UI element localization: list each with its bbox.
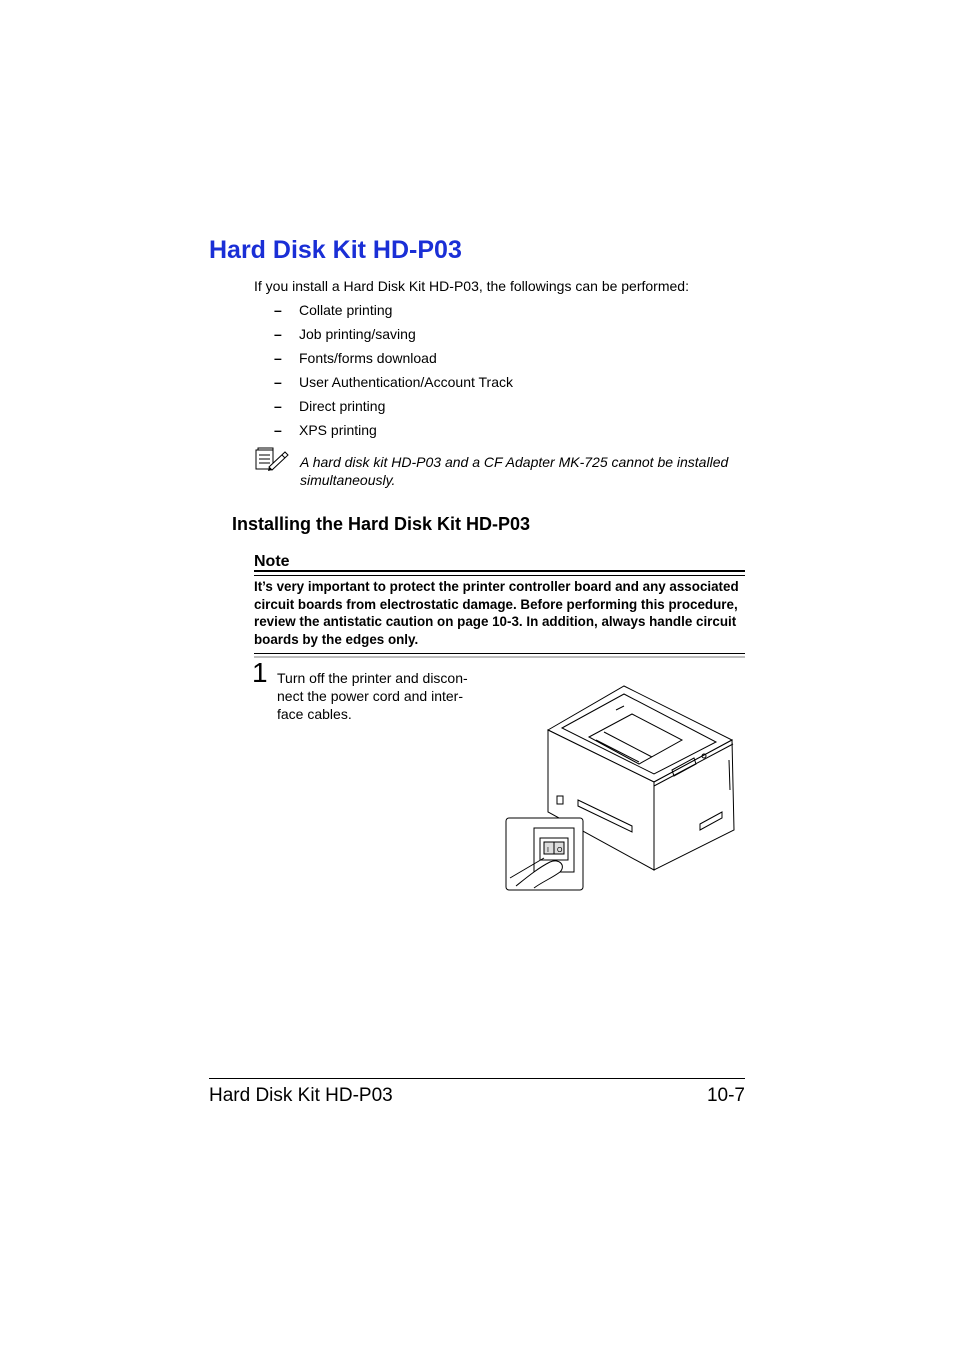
note-bottom-rule-shade	[254, 656, 745, 658]
list-item-label: XPS printing	[299, 422, 377, 438]
list-item	[274, 421, 513, 445]
bullet-dash: –	[274, 302, 282, 318]
list-item	[274, 349, 513, 373]
bullet-dash: –	[274, 374, 282, 390]
section-heading: Installing the Hard Disk Kit HD-P03	[232, 514, 531, 534]
note-top-rule	[254, 570, 745, 572]
step-number: 1	[252, 657, 268, 688]
list-item	[274, 301, 513, 325]
svg-text:I: I	[547, 847, 549, 854]
list-item	[274, 397, 513, 421]
list-item	[274, 373, 513, 397]
note-top-rule-thin	[254, 575, 745, 576]
list-item-label: Job printing/saving	[299, 326, 416, 342]
list-item-label: Fonts/forms download	[299, 350, 437, 366]
list-item-label: Direct printing	[299, 398, 386, 414]
footer-title: Hard Disk Kit HD-P03	[209, 1085, 393, 1106]
footer-rule	[209, 1078, 745, 1079]
step-text: Turn off the printer and discon-nect the power cord and inter-face cables.	[277, 670, 468, 722]
note-text: It’s very important to protect the printer controller board and any associated circuit boards from electrostatic damage. Before performing this procedure, review the antistatic caution on page 10-3. In addition, always handle circuit boards by the edges only.	[254, 579, 739, 647]
bullet-dash: –	[274, 350, 282, 366]
page-title: Hard Disk Kit HD-P03	[209, 236, 462, 264]
note-bottom-rule	[254, 653, 745, 654]
bullet-dash: –	[274, 398, 282, 414]
memo-text: A hard disk kit HD-P03 and a CF Adapter MK-725 cannot be installed simultaneously.	[300, 454, 729, 488]
bullet-dash: –	[274, 422, 282, 438]
list-item-label: Collate printing	[299, 302, 393, 318]
page-number: 10-7	[706, 1085, 745, 1106]
list-item-label: User Authentication/Account Track	[299, 374, 513, 390]
intro-text: If you install a Hard Disk Kit HD-P03, the followings can be performed:	[254, 278, 689, 294]
svg-text:O: O	[557, 847, 563, 854]
list-item	[274, 325, 513, 349]
printer-power-switch-illustration	[504, 682, 738, 894]
memo-pencil-icon	[255, 447, 291, 471]
note-heading: Note	[254, 553, 290, 570]
bullet-dash: –	[274, 326, 282, 342]
feature-list	[274, 301, 513, 445]
